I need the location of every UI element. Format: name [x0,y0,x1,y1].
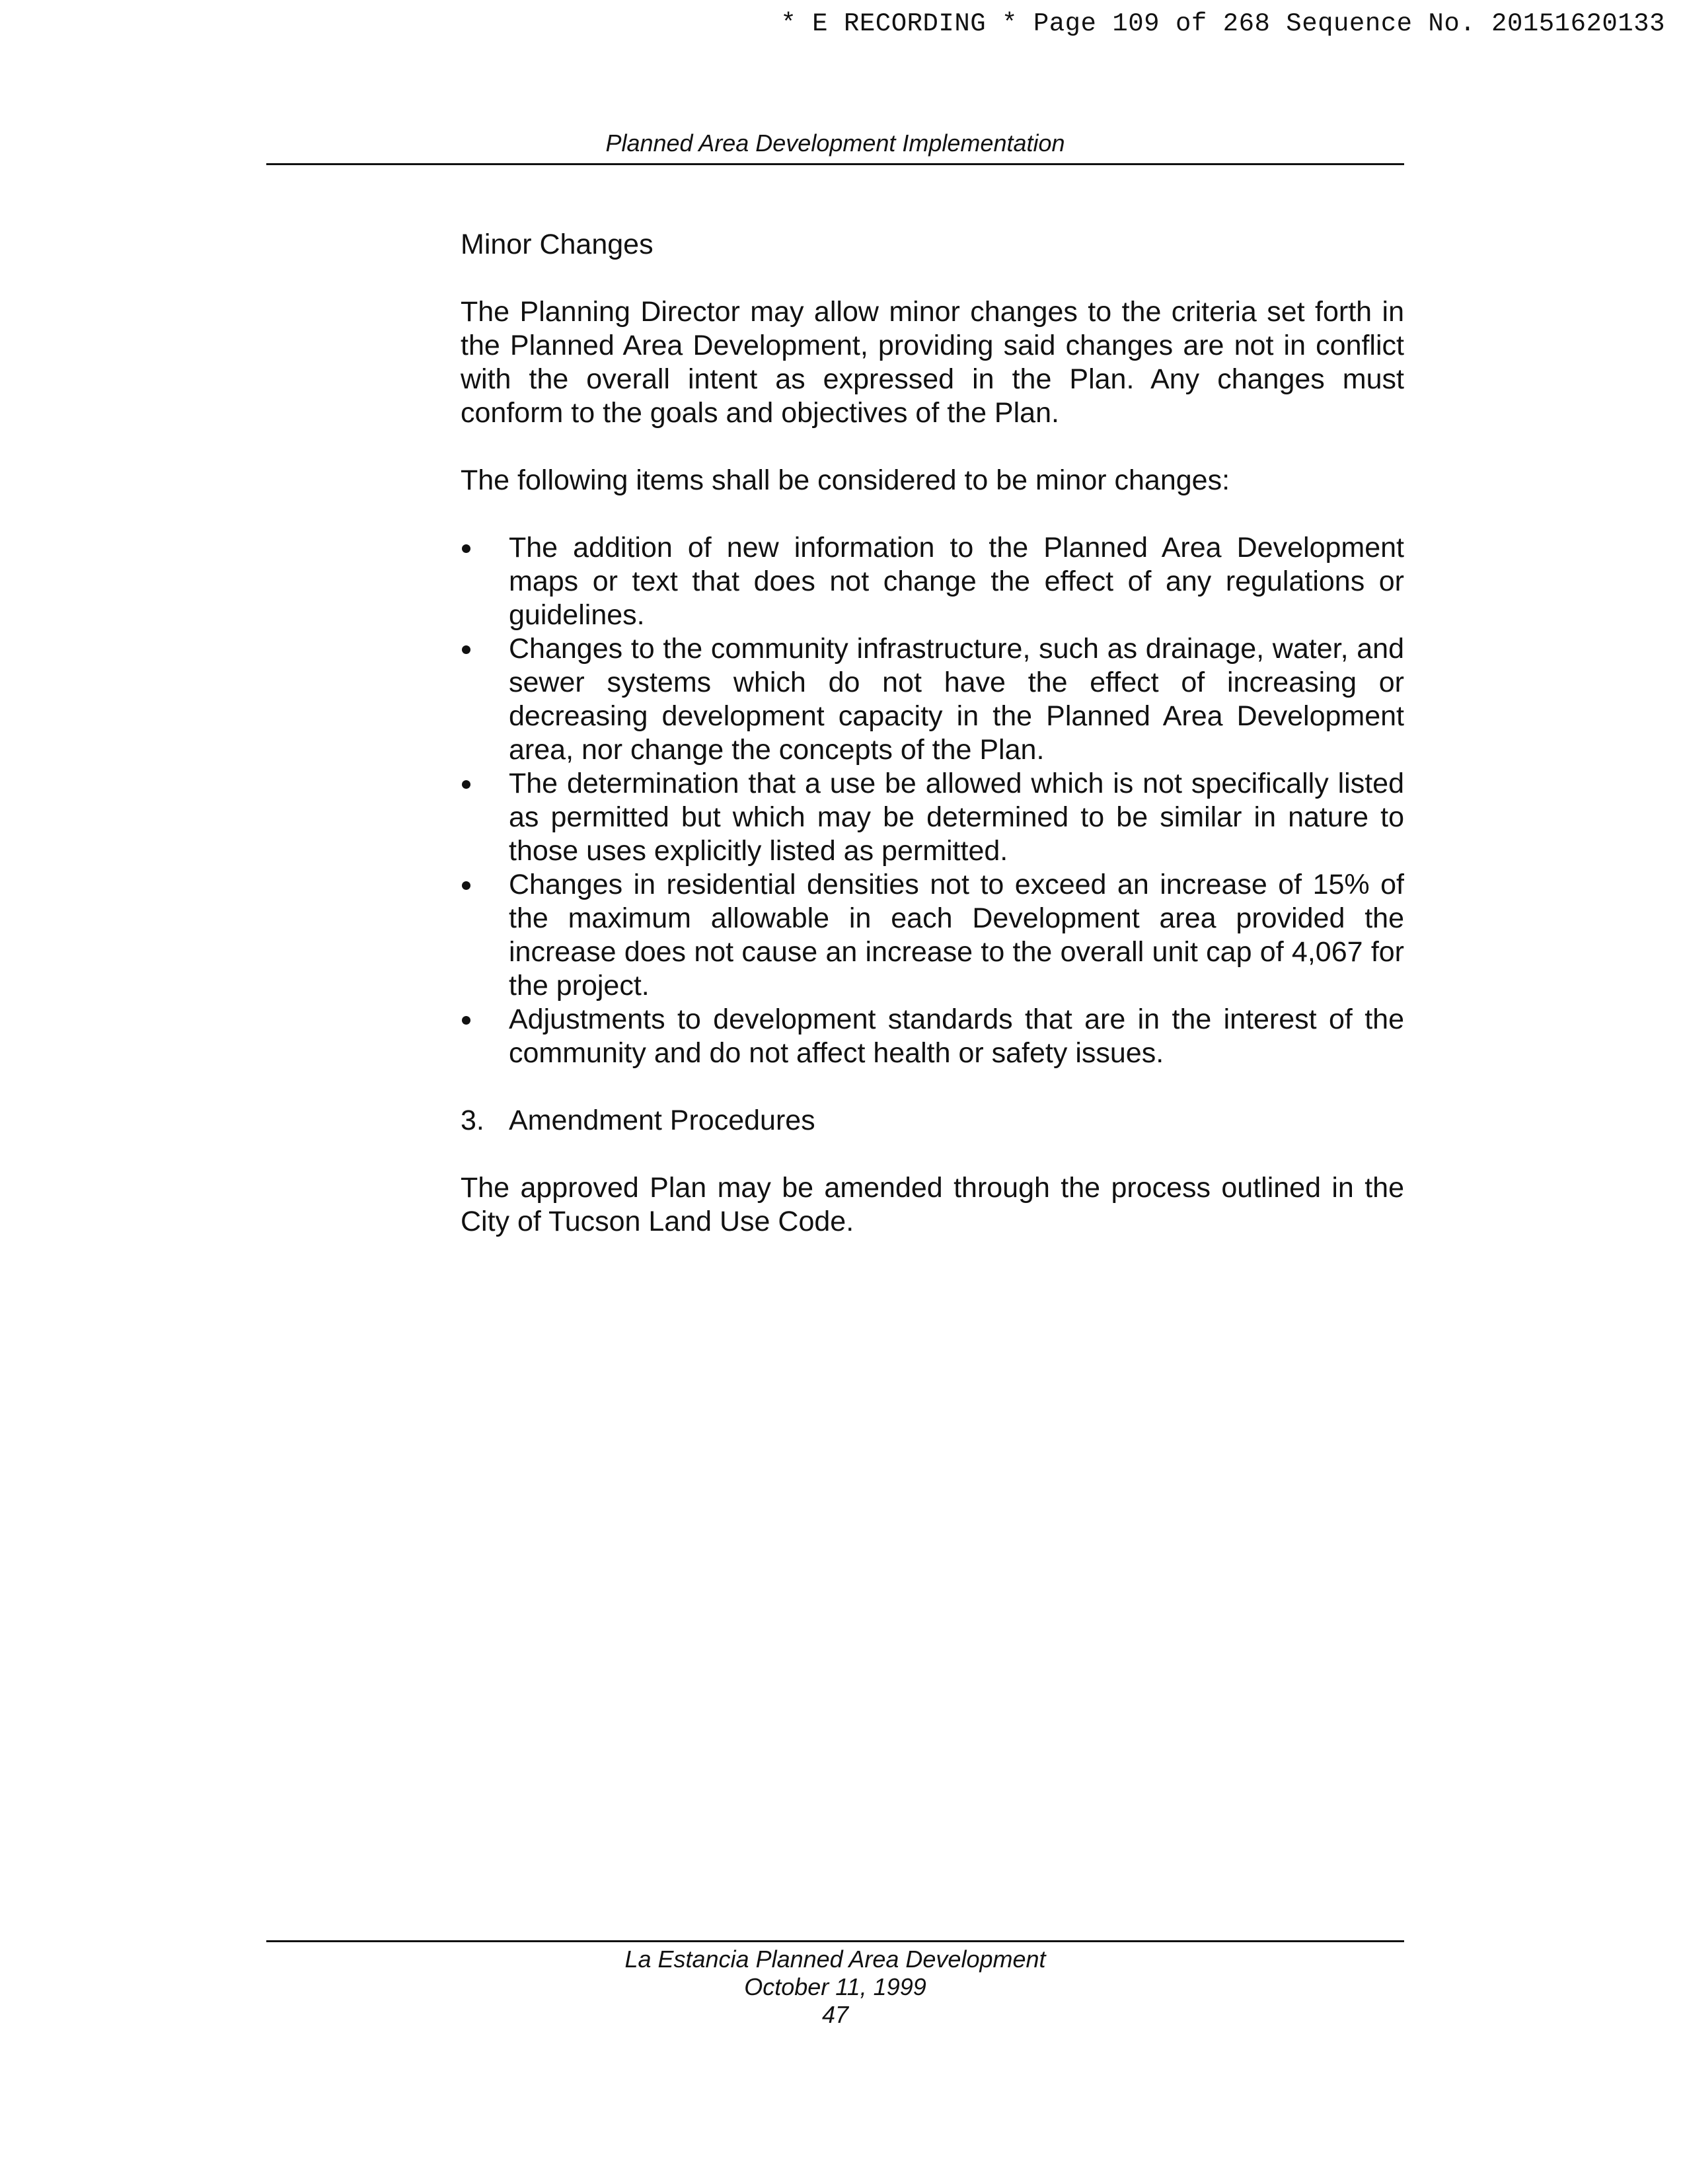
list-intro: The following items shall be considered to be minor changes: [461,464,1230,496]
footer-rule [266,1940,1404,1942]
intro-paragraph: The Planning Director may allow minor changes to the criteria set forth in the Planned Area Development, providing said changes are not in conflict with the overall intent as expressed in the Plan. Any changes must conform to the goals and objectives of the Plan. [461,296,1404,429]
bullet-icon [462,544,470,553]
header-rule [266,163,1404,165]
bullet-icon [462,1016,470,1025]
list-item-text: Adjustments to development standards that are in the interest of the community and do not affect health or safety issues. [509,1003,1404,1069]
footer-date: October 11, 1999 [744,1973,926,2000]
bullet-icon [462,780,470,789]
list-item-text: Changes in residential densities not to exceed an increase of 15% of the maximum allowable in each Development area provided the increase does not cause an increase to the overall unit cap of 4,067 for the project. [509,869,1404,1001]
amendment-paragraph: The approved Plan may be amended through the process outlined in the City of Tucson Land Use Code. [461,1172,1404,1237]
list-item-text: Changes to the community infrastructure, such as drainage, water, and sewer systems which do not have the effect of increasing or decreasing development capacity in the Planned Area Development area, nor change the concepts of the Plan. [509,633,1404,766]
footer-document-title: La Estancia Planned Area Development [624,1946,1046,1973]
amendment-title: Amendment Procedures [509,1105,815,1136]
running-header: Planned Area Development Implementation [605,129,1065,157]
list-item [461,1003,1404,1070]
list-item [461,531,1404,632]
bullet-icon [462,645,470,654]
list-item-text: The determination that a use be allowed which is not specifically listed as permitted but which may be determined to be similar in nature to those uses explicitly listed as permitted. [509,768,1404,867]
footer-page-number: 47 [821,2001,849,2028]
minor-changes-list [461,531,1404,1070]
page-footer [266,1946,1404,2029]
bullet-icon [462,881,470,890]
page-body [461,228,1404,1239]
amendment-number: 3. [461,1105,484,1136]
recording-stamp: * E RECORDING * Page 109 of 268 Sequence No. 20151620133 [780,9,1665,38]
list-item [461,868,1404,1003]
list-item-text: The addition of new information to the Planned Area Development maps or text that does not change the effect of any regulations or guidelines. [509,532,1404,631]
section-title-minor-changes: Minor Changes [461,229,654,260]
list-item [461,632,1404,767]
list-item [461,767,1404,868]
amendment-heading [461,1104,1404,1138]
